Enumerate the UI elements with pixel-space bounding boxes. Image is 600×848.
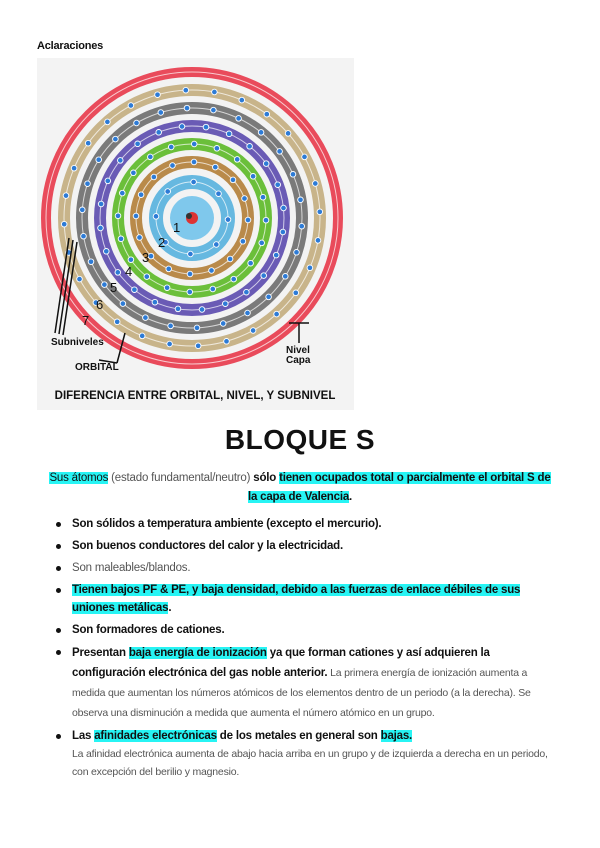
electron bbox=[105, 178, 111, 184]
bullet-text: ya que forman cationes y así adquieren la configuración electrónica del gas noble anterior. bbox=[72, 647, 490, 679]
list-item bbox=[52, 727, 562, 781]
list-item: Son buenos conductores del calor y la electricidad. bbox=[52, 537, 562, 555]
electron bbox=[245, 217, 251, 223]
electron bbox=[259, 240, 265, 246]
electron bbox=[299, 223, 305, 229]
electron bbox=[258, 130, 264, 136]
electron bbox=[187, 289, 193, 295]
highlight-text: baja energía de ionización bbox=[128, 647, 267, 659]
level-number-1: 1 bbox=[173, 220, 181, 235]
electron bbox=[298, 197, 304, 203]
electron bbox=[128, 257, 134, 263]
bullet-text: Las bbox=[72, 730, 95, 742]
electron bbox=[266, 294, 272, 300]
electron bbox=[104, 249, 110, 255]
electron bbox=[203, 124, 209, 130]
sublevels-label: Subniveles bbox=[51, 337, 104, 348]
electron bbox=[120, 301, 126, 307]
electron bbox=[283, 274, 289, 280]
electron bbox=[85, 140, 91, 146]
electron bbox=[317, 209, 323, 215]
electron bbox=[211, 107, 217, 113]
electron bbox=[214, 242, 220, 248]
highlight-text: Tienen bajos PF & PE, y baja densidad, debido a las fuerzas de enlace débiles de sus uniones metálicas bbox=[72, 584, 521, 614]
bullet-note: La afinidad electrónica aumenta de abajo hacia arriba en un grupo y de izquierda a derecha en un periodo, con excepción del berilio y magnesio. bbox=[72, 748, 548, 778]
electron bbox=[128, 103, 134, 109]
electron bbox=[85, 181, 91, 187]
electron bbox=[167, 341, 173, 347]
list-item bbox=[52, 643, 562, 723]
intro-paragraph bbox=[45, 469, 555, 507]
electron bbox=[250, 174, 256, 180]
bullet-text: Presentan bbox=[72, 647, 129, 659]
electron bbox=[263, 161, 269, 167]
electron bbox=[214, 146, 220, 152]
intro-highlight-1: Sus átomos bbox=[49, 472, 109, 484]
electron bbox=[216, 191, 222, 197]
electron bbox=[191, 159, 197, 165]
electron bbox=[281, 205, 287, 211]
electron bbox=[294, 250, 300, 256]
section-heading: Aclaraciones bbox=[37, 40, 104, 52]
electron bbox=[285, 131, 291, 137]
electron bbox=[115, 270, 121, 276]
electron bbox=[248, 260, 254, 266]
electron bbox=[61, 221, 67, 227]
electron bbox=[234, 157, 240, 163]
electron bbox=[307, 265, 313, 271]
intro-highlight-5: tienen ocupados total o parcialmente el orbital S de la capa de Valencia bbox=[247, 472, 551, 503]
electron bbox=[153, 214, 159, 220]
electron bbox=[191, 141, 197, 147]
electron bbox=[210, 286, 216, 292]
electron bbox=[250, 328, 256, 334]
electron bbox=[264, 111, 270, 117]
nucleus-core bbox=[186, 213, 192, 219]
electron bbox=[152, 299, 158, 305]
electron bbox=[274, 311, 280, 317]
electron bbox=[230, 177, 236, 183]
list-item: Son formadores de cationes. bbox=[52, 621, 562, 639]
electron bbox=[148, 154, 154, 160]
bullet-note: La primera energía de ionización aumenta a medida que aumentan los números atómicos de los elementos dentro de un periodo (a la derecha). Se observa una disminución a medida que aumenta el número atómico en un grupo. bbox=[72, 667, 531, 719]
intro-text-6: . bbox=[349, 491, 353, 503]
orbital-diagram bbox=[37, 58, 354, 410]
electron bbox=[88, 259, 94, 265]
electron bbox=[240, 239, 246, 245]
electron bbox=[156, 130, 162, 136]
bullet-text: de los metales en general son bbox=[216, 730, 381, 742]
electron bbox=[132, 287, 138, 293]
electron bbox=[242, 196, 248, 202]
electron bbox=[166, 266, 172, 272]
level-number-2: 2 bbox=[158, 235, 166, 250]
intro-text-2: (estado fundamental/neutro) bbox=[108, 472, 254, 484]
electron bbox=[175, 306, 181, 312]
list-item: Tienen bajos PF & PE, y baja densidad, debido a las fuerzas de enlace débiles de sus uniones metálicas. bbox=[52, 581, 562, 617]
electron bbox=[194, 325, 200, 331]
electron bbox=[225, 217, 231, 223]
electron bbox=[209, 268, 215, 274]
electron bbox=[213, 164, 219, 170]
orbital-label: ORBITAL bbox=[75, 362, 119, 373]
electron bbox=[133, 213, 139, 219]
electron bbox=[168, 144, 174, 150]
electron bbox=[158, 110, 164, 116]
electron bbox=[144, 274, 150, 280]
electron bbox=[199, 307, 205, 313]
electron bbox=[220, 321, 226, 327]
electron bbox=[155, 92, 161, 98]
electron bbox=[313, 181, 319, 187]
list-item: Son maleables/blandos. bbox=[52, 559, 562, 577]
electron bbox=[188, 251, 194, 257]
level-number-5: 5 bbox=[110, 280, 118, 295]
electron bbox=[315, 238, 321, 244]
electron bbox=[187, 271, 193, 277]
electron bbox=[113, 136, 119, 142]
electron bbox=[280, 229, 286, 235]
electron bbox=[77, 276, 83, 282]
electron bbox=[151, 174, 157, 180]
figure-caption: DIFERENCIA ENTRE ORBITAL, NIVEL, Y SUBNIVEL bbox=[54, 390, 336, 402]
electron bbox=[118, 236, 124, 242]
electron bbox=[120, 190, 126, 196]
electron bbox=[244, 289, 250, 295]
electron bbox=[114, 319, 120, 325]
level-number-4: 4 bbox=[125, 264, 133, 279]
electron bbox=[131, 170, 137, 176]
orbital-diagram-figure bbox=[37, 58, 354, 410]
electron bbox=[71, 165, 77, 171]
electron bbox=[275, 182, 281, 188]
electron bbox=[260, 194, 266, 200]
electron bbox=[273, 252, 279, 258]
electron bbox=[80, 207, 86, 213]
electron bbox=[277, 149, 283, 155]
electron bbox=[96, 157, 102, 163]
electron bbox=[183, 87, 189, 93]
electron bbox=[231, 276, 237, 282]
electron bbox=[247, 144, 253, 150]
electron bbox=[261, 273, 267, 279]
electron bbox=[115, 213, 121, 219]
electron bbox=[293, 290, 299, 296]
electron bbox=[302, 154, 308, 160]
electron bbox=[223, 301, 229, 307]
level-number-3: 3 bbox=[142, 250, 150, 265]
electron bbox=[105, 119, 111, 125]
electron bbox=[165, 189, 171, 195]
electron bbox=[224, 339, 230, 345]
highlight-text: afinidades electrónicas bbox=[94, 730, 217, 742]
electron bbox=[98, 201, 104, 207]
electron bbox=[290, 172, 296, 178]
electron bbox=[236, 116, 242, 122]
electron bbox=[168, 323, 174, 329]
electron bbox=[191, 179, 197, 185]
electron bbox=[81, 233, 87, 239]
intro-text-3: sólo bbox=[253, 472, 277, 484]
block-title: BLOQUE S bbox=[224, 424, 376, 455]
list-item: Son sólidos a temperatura ambiente (excepto el mercurio). bbox=[52, 515, 562, 533]
electron bbox=[227, 256, 233, 262]
electron bbox=[63, 193, 69, 199]
electron bbox=[143, 315, 149, 321]
electron bbox=[239, 97, 245, 103]
electron bbox=[226, 131, 232, 137]
highlight-text: bajas. bbox=[380, 730, 413, 742]
electron bbox=[98, 225, 104, 231]
electron bbox=[137, 235, 143, 241]
level-label: Nivel bbox=[286, 345, 310, 356]
properties-list bbox=[52, 515, 562, 785]
electron bbox=[195, 343, 201, 349]
electron bbox=[135, 141, 141, 147]
electron bbox=[170, 163, 176, 169]
shell-label: Capa bbox=[286, 355, 311, 366]
electron bbox=[263, 217, 269, 223]
electron bbox=[164, 285, 170, 291]
electron bbox=[102, 282, 108, 288]
electron bbox=[138, 192, 144, 198]
electron bbox=[134, 120, 140, 126]
electron bbox=[179, 124, 185, 130]
level-number-6: 6 bbox=[96, 297, 104, 312]
level-number-7: 7 bbox=[82, 313, 90, 328]
electron bbox=[245, 310, 251, 316]
electron bbox=[184, 105, 190, 111]
electron bbox=[212, 89, 218, 95]
electron bbox=[139, 333, 145, 339]
electron bbox=[118, 158, 124, 164]
